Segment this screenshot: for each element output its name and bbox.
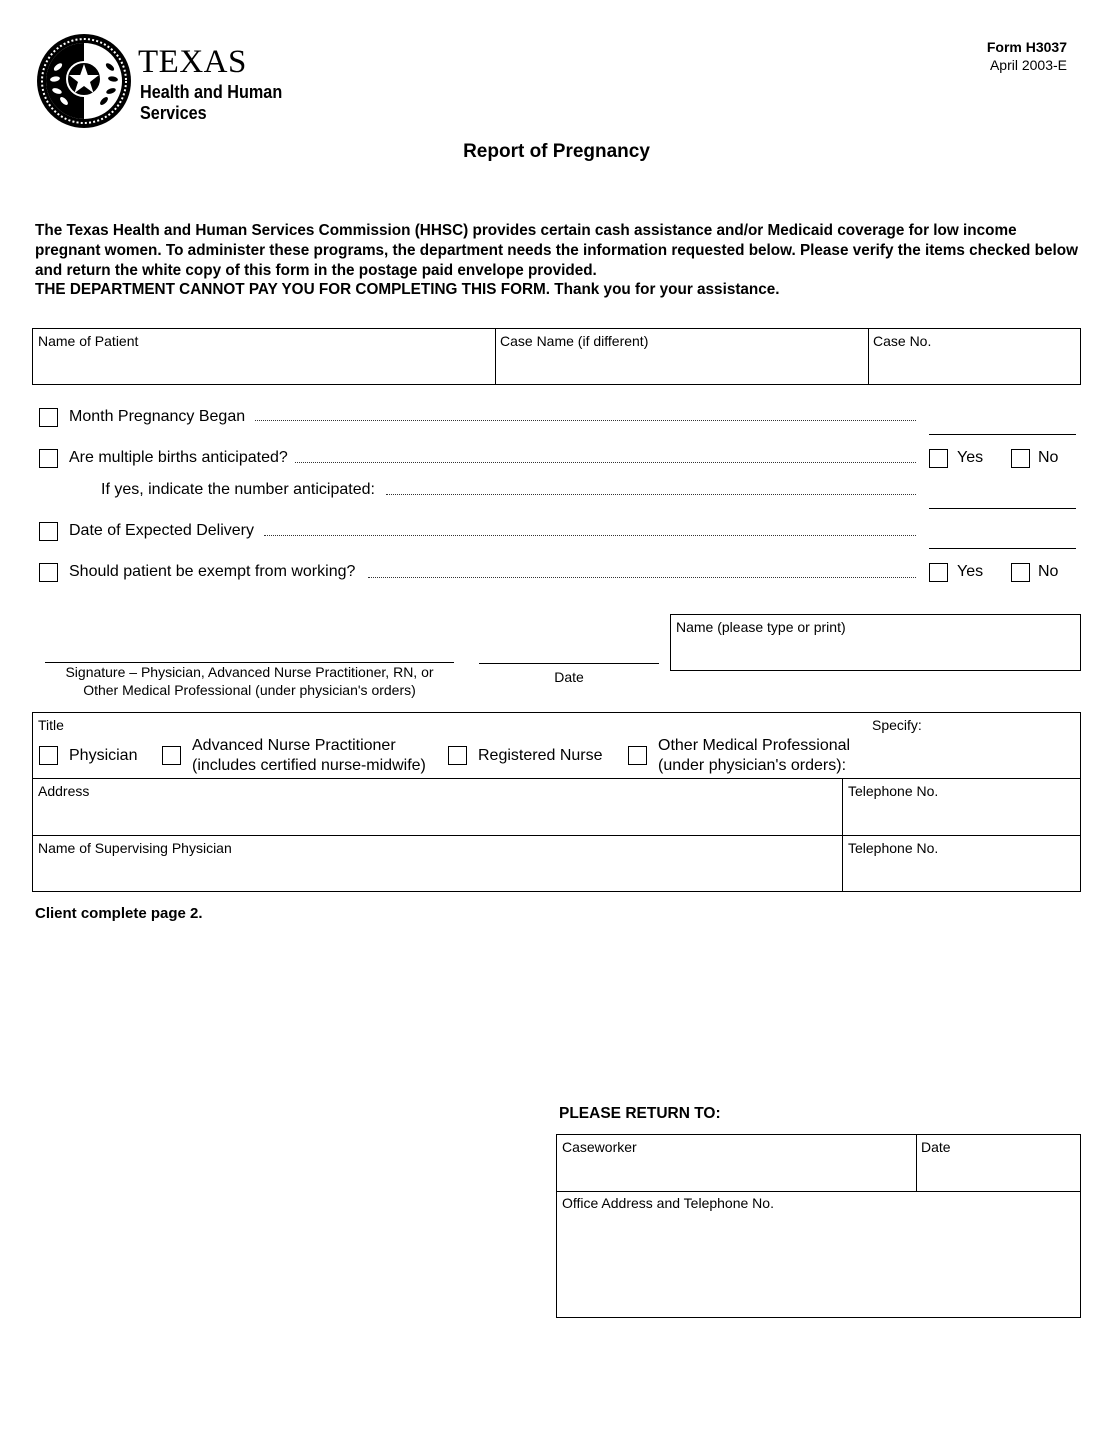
intro-text <box>35 221 1085 300</box>
month-pregnancy-began-checkbox[interactable] <box>39 408 58 427</box>
title-anp-line1: Advanced Nurse Practitioner <box>192 737 396 754</box>
return-date-field[interactable] <box>918 1156 1079 1189</box>
number-anticipated-label: If yes, indicate the number anticipated: <box>101 481 375 498</box>
dot-leader <box>368 577 916 578</box>
title-other-line2: (under physician's orders): <box>658 757 847 774</box>
exempt-yes-checkbox[interactable] <box>929 563 948 582</box>
exempt-from-working-checkbox[interactable] <box>39 563 58 582</box>
dot-leader <box>264 535 916 536</box>
case-no-field[interactable] <box>869 350 1079 383</box>
multiple-births-yes-label: Yes <box>957 449 984 466</box>
exempt-from-working-label: Should patient be exempt from working? <box>69 563 356 580</box>
title-anp-line2: (includes certified nurse-midwife) <box>192 757 426 774</box>
dot-leader <box>255 420 916 421</box>
supervising-telephone-field[interactable] <box>844 857 1079 890</box>
title-anp-label <box>192 736 426 776</box>
name-of-patient-label: Name of Patient <box>38 333 139 349</box>
supervising-physician-label: Name of Supervising Physician <box>38 840 232 856</box>
specify-label: Specify: <box>872 717 922 733</box>
intro-notice: THE DEPARTMENT CANNOT PAY YOU FOR COMPLETING THIS FORM. Thank you for your assistance. <box>35 281 780 299</box>
signature-date-field[interactable] <box>479 663 659 664</box>
title-physician-checkbox[interactable] <box>39 746 58 765</box>
case-no-label: Case No. <box>873 333 932 349</box>
logo-subtitle <box>140 82 282 124</box>
caseworker-label: Caseworker <box>562 1139 637 1155</box>
exempt-no-checkbox[interactable] <box>1011 563 1030 582</box>
divider <box>557 1191 1080 1192</box>
form-identifier <box>987 38 1067 74</box>
supervising-physician-field[interactable] <box>33 857 839 890</box>
number-anticipated-field[interactable] <box>929 508 1076 509</box>
dot-leader <box>386 494 916 495</box>
signature-caption-line2: Other Medical Professional (under physician's orders) <box>83 682 416 698</box>
signature-caption <box>45 663 454 699</box>
return-heading: PLEASE RETURN TO: <box>559 1105 721 1122</box>
client-note: Client complete page 2. <box>35 905 203 922</box>
title-label: Title <box>38 717 64 733</box>
supervising-telephone-label: Telephone No. <box>848 840 939 856</box>
address-field[interactable] <box>33 800 839 833</box>
month-pregnancy-began-label: Month Pregnancy Began <box>69 408 246 425</box>
name-print-field[interactable] <box>670 614 1081 671</box>
month-pregnancy-began-field[interactable] <box>929 434 1076 435</box>
signature-date-label: Date <box>554 669 584 685</box>
title-rn-label: Registered Nurse <box>478 747 603 764</box>
office-address-label: Office Address and Telephone No. <box>562 1195 774 1211</box>
multiple-births-no-checkbox[interactable] <box>1011 449 1030 468</box>
expected-delivery-checkbox[interactable] <box>39 522 58 541</box>
title-rn-checkbox[interactable] <box>448 746 467 765</box>
dot-leader <box>295 462 916 463</box>
expected-delivery-label: Date of Expected Delivery <box>69 522 254 539</box>
multiple-births-yes-checkbox[interactable] <box>929 449 948 468</box>
form-number: Form H3037 <box>986 39 1067 55</box>
divider <box>33 835 1080 836</box>
expected-delivery-field[interactable] <box>929 548 1076 549</box>
logo-subtitle-line1: Health and Human <box>140 82 283 102</box>
logo-wordmark: TEXAS <box>138 44 247 80</box>
signature-caption-line1: Signature – Physician, Advanced Nurse Practitioner, RN, or <box>65 664 434 680</box>
divider <box>916 1135 917 1191</box>
title-other-line1: Other Medical Professional <box>658 737 851 754</box>
multiple-births-checkbox[interactable] <box>39 449 58 468</box>
title-other-label <box>658 736 850 776</box>
intro-paragraph: The Texas Health and Human Services Commission (HHSC) provides certain cash assistance and/or Medicaid coverage for low income pregnant women. To administer these programs, the department needs the information requested below. Please verify the items checked below and return the white copy of this form in the postage paid envelope provided. <box>35 222 1078 279</box>
return-date-label: Date <box>921 1139 951 1155</box>
caseworker-field[interactable] <box>557 1156 914 1189</box>
name-of-patient-field[interactable] <box>33 350 493 383</box>
telephone-field[interactable] <box>844 800 1079 833</box>
page-title: Report of Pregnancy <box>463 141 650 162</box>
specify-field[interactable] <box>872 742 1077 774</box>
telephone-label: Telephone No. <box>848 783 939 799</box>
divider <box>33 778 1080 779</box>
case-name-label: Case Name (if different) <box>500 333 649 349</box>
case-name-field[interactable] <box>496 350 866 383</box>
title-anp-checkbox[interactable] <box>162 746 181 765</box>
form-revision: April 2003-E <box>989 57 1067 73</box>
exempt-yes-label: Yes <box>957 563 984 580</box>
logo-subtitle-line2: Services <box>140 103 207 123</box>
exempt-no-label: No <box>1038 563 1059 580</box>
office-address-field[interactable] <box>557 1212 1079 1316</box>
address-label: Address <box>38 783 90 799</box>
multiple-births-no-label: No <box>1038 449 1059 466</box>
name-print-label: Name (please type or print) <box>676 619 846 635</box>
title-physician-label: Physician <box>69 747 138 764</box>
texas-star-seal-icon <box>36 33 132 129</box>
multiple-births-label: Are multiple births anticipated? <box>69 449 288 466</box>
title-other-checkbox[interactable] <box>628 746 647 765</box>
